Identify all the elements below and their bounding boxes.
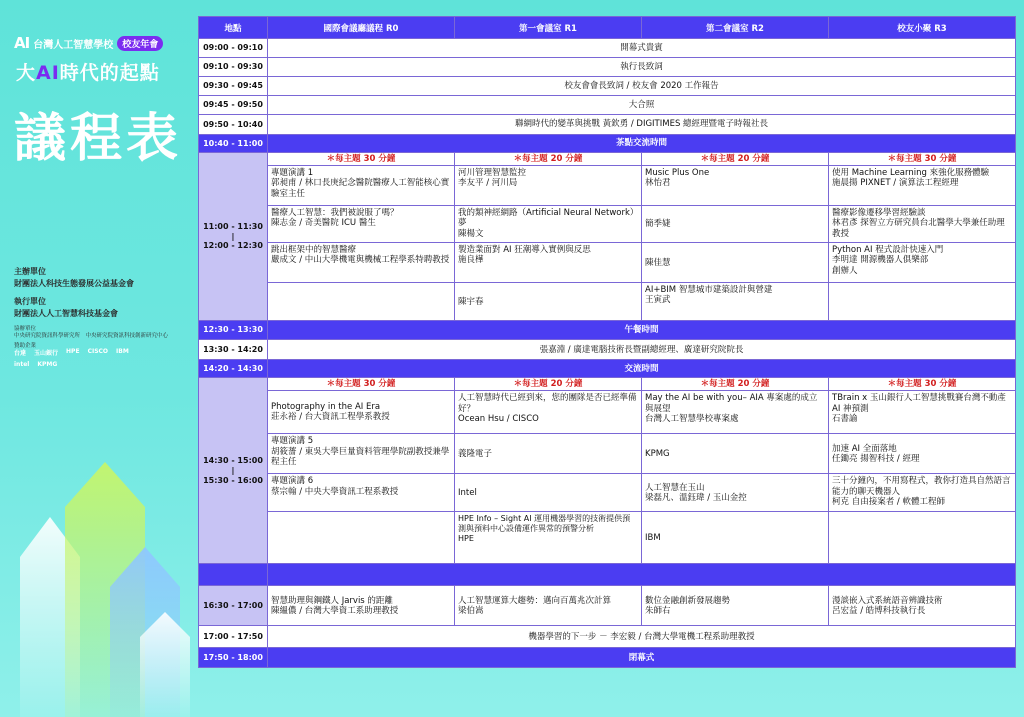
talk-cell: 人工智慧運算大趨勢：邁向百萬兆次計算 梁伯嵩 [455, 586, 642, 626]
talk-cell: 簡季婕 [642, 206, 829, 243]
talk-cell: May the AI be with you– AIA 專案處的成立與展望 台灣人工智慧學校專案處 [642, 391, 829, 434]
break-row [199, 321, 1016, 340]
break-label: 茶點交流時間 [268, 135, 1016, 153]
session-time: 11:00 - 11:30 | 12:00 - 12:30 [199, 153, 268, 321]
time-slot: 12:30 - 13:30 [199, 321, 268, 340]
session-row [199, 391, 1016, 434]
session-row [199, 206, 1016, 243]
spacer-row [199, 564, 1016, 586]
agenda-row [199, 58, 1016, 77]
time-slot: 13:30 - 14:20 [199, 340, 268, 360]
break-label: 交流時間 [268, 360, 1016, 378]
break-row [199, 648, 1016, 668]
session-row [199, 474, 1016, 512]
sponsor-logo: 台達 [14, 350, 27, 357]
talk-cell: 陳佳慧 [642, 243, 829, 283]
logo-mark: AI [14, 34, 30, 52]
talk-cell: 專題演講 1 郭昶甫 / 林口長庚紀念醫院醫療人工智能核心實驗室主任 [268, 166, 455, 206]
talk-cell: 加速 AI 全面落地 任鋤亮 揚智科技 / 經理 [829, 434, 1016, 474]
talk-cell: 義隆電子 [455, 434, 642, 474]
duration-note: ＊每主題 20 分鐘 [642, 153, 829, 166]
break-row [199, 135, 1016, 153]
school-name: 台灣人工智慧學校 [33, 39, 114, 51]
plenary-item: 執行長致詞 [268, 58, 1016, 77]
time-slot: 09:00 - 09:10 [199, 39, 268, 58]
time-slot: 17:00 - 17:50 [199, 626, 268, 648]
school-logo [14, 34, 163, 52]
talk-cell: 專題演講 5 胡筱薔 / 東吳大學巨量資料管理學院副教授兼學程主任 [268, 434, 455, 474]
duration-note: ＊每主題 30 分鐘 [268, 153, 455, 166]
plenary-item: 校友會會長致詞 / 校友會 2020 工作報告 [268, 77, 1016, 96]
session-row [199, 434, 1016, 474]
session-time: 14:30 - 15:00 | 15:30 - 16:00 [199, 378, 268, 564]
plenary-item: 機器學習的下一步 － 李宏毅 / 台灣大學電機工程系助理教授 [268, 626, 1016, 648]
talk-cell [829, 512, 1016, 564]
agenda-row [199, 77, 1016, 96]
session-row [199, 243, 1016, 283]
exec-org: 財團法人人工智慧科技基金會 [14, 309, 118, 318]
talk-cell: IBM [642, 512, 829, 564]
talk-cell: Intel [455, 474, 642, 512]
spacer-cell [199, 564, 268, 586]
talk-cell: 智慧助理與鋼鐵人 Jarvis 的距離 陳縕儂 / 台灣大學資工系助理教授 [268, 586, 455, 626]
host-label: 主辦單位 [14, 267, 46, 276]
sponsor-logo: KPMG [37, 361, 58, 368]
time-slot: 09:50 - 10:40 [199, 115, 268, 135]
talk-cell: Music Plus One 林怡君 [642, 166, 829, 206]
time-slot: 09:30 - 09:45 [199, 77, 268, 96]
spacer-cell [268, 564, 1016, 586]
duration-note: ＊每主題 30 分鐘 [268, 378, 455, 391]
page-title: 議程表 [14, 109, 183, 169]
session-row [199, 166, 1016, 206]
headline: 大AI時代的起點 [16, 62, 160, 84]
co-org: 中央研究院資訊科學研究所 中央研究院資訊科技創新研究中心 [14, 333, 169, 339]
plenary-item: 聯網時代的變革與挑戰 黃欽勇 / DIGITIMES 總經理暨電子時報社長 [268, 115, 1016, 135]
sponsor-logos [14, 348, 134, 368]
talk-cell: Python AI 程式設計快速入門 李明達 開源機器人俱樂部 創辦人 [829, 243, 1016, 283]
agenda-table [198, 16, 1015, 668]
sponsor-logo: IBM [116, 348, 129, 355]
talk-cell: 三十分鐘內，不用寫程式，教你打造具自然語言能力的聊天機器人 柯克 自由接案者 / 軟體工程師 [829, 474, 1016, 512]
plenary-item: 開幕式貴賓 [268, 39, 1016, 58]
talk-cell: 使用 Machine Learning 來強化服務體驗 施晨揚 PIXNET / 演算法工程經理 [829, 166, 1016, 206]
talk-cell: AI+BIM 智慧城市建築設計與營建 王寅武 [642, 283, 829, 321]
sponsor-logo: CISCO [87, 348, 109, 355]
sponsor-logo: HPE [66, 348, 80, 355]
duration-note: ＊每主題 20 分鐘 [642, 378, 829, 391]
session-row [199, 586, 1016, 626]
talk-cell: 醫療人工智慧：我們被說服了嗎？ 陳志金 / 奇美醫院 ICU 醫生 [268, 206, 455, 243]
plenary-item: 張嘉淵 / 廣達電腦技術長暨副總經理、廣達研究院院長 [268, 340, 1016, 360]
talk-cell: 人工智慧在玉山 梁磊凡、溫鈺瑋 / 玉山金控 [642, 474, 829, 512]
session-note-row [199, 153, 1016, 166]
agenda-row [199, 626, 1016, 648]
duration-note: ＊每主題 30 分鐘 [829, 378, 1016, 391]
agenda-row [199, 39, 1016, 58]
header-location: 地點 [199, 17, 268, 39]
alumni-badge: 校友年會 [117, 36, 163, 51]
time-slot: 16:30 - 17:00 [199, 586, 268, 626]
support-label: 贊助企業 [14, 343, 37, 349]
talk-cell: 漫談嵌入式系統語音辨識技術 呂宏益 / 皓博科技執行長 [829, 586, 1016, 626]
decorative-arrows-graphic [10, 387, 196, 717]
agenda-row [199, 115, 1016, 135]
talk-cell: 我的類神經網路（Artificial Neural Network）夢 陳楊文 [455, 206, 642, 243]
talk-cell: TBrain x 玉山銀行人工智慧挑戰賽台灣不動產 AI 神預測 石書諭 [829, 391, 1016, 434]
break-row [199, 360, 1016, 378]
talk-cell: 河川管理智慧監控 李友平 / 河川局 [455, 166, 642, 206]
closing-label: 閉幕式 [268, 648, 1016, 668]
session-row [199, 512, 1016, 564]
talk-cell: 製造業面對 AI 狂潮導入實例與反思 施良樺 [455, 243, 642, 283]
talk-cell: 數位金融創新發展趨勢 朱師右 [642, 586, 829, 626]
header-row [199, 17, 1016, 39]
duration-note: ＊每主題 20 分鐘 [455, 153, 642, 166]
time-slot: 10:40 - 11:00 [199, 135, 268, 153]
talk-cell: KPMG [642, 434, 829, 474]
talk-cell [829, 283, 1016, 321]
left-panel [0, 0, 196, 717]
talk-cell: 人工智慧時代已經到來，您的團隊是否已經準備好？ Ocean Hsu / CISCO [455, 391, 642, 434]
time-slot: 17:50 - 18:00 [199, 648, 268, 668]
agenda-row [199, 96, 1016, 115]
time-slot: 09:10 - 09:30 [199, 58, 268, 77]
header-r0: 國際會議廳議程 R0 [268, 17, 455, 39]
agenda-row [199, 340, 1016, 360]
talk-cell: HPE Info – Sight AI 運用機器學習的技術提供預測與預料中心設備運作異常的預警分析 HPE [455, 512, 642, 564]
talk-cell: Photography in the AI Era 莊永裕 / 台大資訊工程學系教授 [268, 391, 455, 434]
time-slot: 14:20 - 14:30 [199, 360, 268, 378]
session-note-row [199, 378, 1016, 391]
talk-cell [268, 512, 455, 564]
co-label: 協辦單位 [14, 326, 37, 332]
host-org: 財團法人科技生態發展公益基金會 [14, 279, 134, 288]
talk-cell: 專題演講 6 蔡宗翰 / 中央大學資訊工程系教授 [268, 474, 455, 512]
header-r1: 第一會議室 R1 [455, 17, 642, 39]
talk-cell: 醫療影像遷移學習經驗談 林君彥 探智立方研究員台北醫學大學兼任助理教授 [829, 206, 1016, 243]
time-slot: 09:45 - 09:50 [199, 96, 268, 115]
break-label: 午餐時間 [268, 321, 1016, 340]
session-row [199, 283, 1016, 321]
talk-cell: 陳宇春 [455, 283, 642, 321]
talk-cell: 跳出框架中的智慧醫療 嚴成文 / 中山大學機電與機械工程學系特聘教授 [268, 243, 455, 283]
duration-note: ＊每主題 30 分鐘 [829, 153, 1016, 166]
plenary-item: 大合照 [268, 96, 1016, 115]
header-r3: 校友小聚 R3 [829, 17, 1016, 39]
sponsor-logo: 玉山銀行 [34, 350, 59, 357]
exec-label: 執行單位 [14, 297, 46, 306]
talk-cell [268, 283, 455, 321]
duration-note: ＊每主題 20 分鐘 [455, 378, 642, 391]
header-r2: 第二會議室 R2 [642, 17, 829, 39]
sponsor-logo: intel [14, 361, 30, 368]
